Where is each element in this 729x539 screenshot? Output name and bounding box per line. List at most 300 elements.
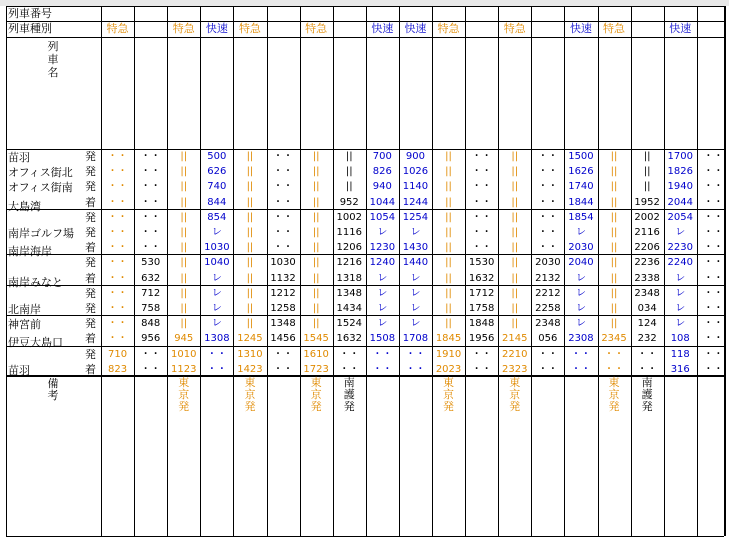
time-cell[interactable]: ・・ xyxy=(107,287,128,299)
time-cell[interactable]: ・・ xyxy=(140,227,161,238)
time-cell[interactable]: レ xyxy=(211,272,222,284)
time-cell[interactable]: 232 xyxy=(637,333,657,345)
time-cell[interactable]: 2258 xyxy=(535,303,561,314)
grid-line-col xyxy=(366,6,367,536)
time-cell[interactable]: 1244 xyxy=(402,196,429,208)
time-cell[interactable]: ・・ xyxy=(703,333,724,345)
time-cell[interactable]: レ xyxy=(410,318,421,330)
train-type-cell: 特急 xyxy=(172,22,195,35)
time-cell[interactable]: ・・ xyxy=(471,196,492,208)
train-type-cell: 特急 xyxy=(305,22,328,35)
time-cell[interactable]: 2338 xyxy=(634,272,660,284)
time-cell[interactable]: || xyxy=(246,242,254,254)
time-cell[interactable]: 2348 xyxy=(535,318,561,330)
time-cell[interactable]: 1632 xyxy=(336,333,362,345)
time-cell[interactable]: 1030 xyxy=(270,257,296,269)
time-cell[interactable]: ・・ xyxy=(537,363,558,375)
time-cell[interactable]: || xyxy=(445,211,452,223)
time-cell[interactable]: レ xyxy=(211,318,222,330)
time-cell[interactable]: 1826 xyxy=(667,166,693,178)
time-cell[interactable]: 1700 xyxy=(667,151,693,162)
time-cell[interactable]: 1500 xyxy=(568,151,594,162)
time-cell[interactable]: 1508 xyxy=(369,333,396,345)
time-cell[interactable]: || xyxy=(180,211,188,223)
time-cell[interactable]: 1708 xyxy=(402,333,429,345)
time-cell[interactable]: || xyxy=(511,166,519,178)
time-cell[interactable]: 1434 xyxy=(336,303,362,314)
time-cell[interactable]: ・・ xyxy=(471,211,492,223)
time-cell[interactable]: 1254 xyxy=(402,211,429,223)
time-cell[interactable]: ・・ xyxy=(107,227,128,238)
time-cell[interactable]: 1956 xyxy=(468,333,495,345)
grid-line-section xyxy=(6,315,724,316)
time-cell[interactable]: 1712 xyxy=(468,287,495,299)
time-cell[interactable]: ・・ xyxy=(703,287,724,299)
time-cell[interactable]: レ xyxy=(410,227,421,238)
time-cell[interactable]: ・・ xyxy=(107,257,128,269)
time-cell[interactable]: 1258 xyxy=(270,303,296,314)
time-cell[interactable]: レ xyxy=(410,272,421,284)
time-cell[interactable]: || xyxy=(511,303,519,314)
time-cell[interactable]: ・・ xyxy=(537,166,558,178)
time-cell[interactable]: || xyxy=(246,303,254,314)
time-cell[interactable]: 1423 xyxy=(237,363,263,375)
time-cell[interactable]: ・・ xyxy=(107,303,128,314)
time-cell[interactable]: ・・ xyxy=(703,272,724,284)
time-cell[interactable]: || xyxy=(445,181,452,193)
time-cell[interactable]: ・・ xyxy=(405,348,426,360)
time-cell[interactable]: ・・ xyxy=(273,211,294,223)
time-cell[interactable]: 108 xyxy=(670,333,690,345)
time-cell[interactable]: 2345 xyxy=(601,333,627,345)
time-cell[interactable]: || xyxy=(610,303,618,314)
time-cell[interactable]: レ xyxy=(575,287,586,299)
time-cell[interactable]: || xyxy=(610,257,618,269)
time-cell[interactable]: || xyxy=(345,166,353,178)
time-cell[interactable]: || xyxy=(246,151,254,162)
grid-line-col xyxy=(664,6,665,536)
time-cell[interactable]: 826 xyxy=(372,166,392,178)
time-cell[interactable]: ・・ xyxy=(372,348,393,360)
time-cell[interactable]: ・・ xyxy=(703,211,724,223)
time-cell[interactable]: ・・ xyxy=(140,181,161,193)
time-cell[interactable]: レ xyxy=(575,227,586,238)
time-cell[interactable]: || xyxy=(610,242,618,254)
time-cell[interactable]: 2212 xyxy=(535,287,561,299)
time-cell[interactable]: || xyxy=(345,151,353,162)
time-cell[interactable]: || xyxy=(312,242,320,254)
time-cell[interactable]: レ xyxy=(675,227,686,238)
time-cell[interactable]: || xyxy=(180,227,188,238)
time-cell[interactable]: レ xyxy=(575,272,586,284)
time-cell[interactable]: 2230 xyxy=(667,242,693,254)
time-cell[interactable]: 034 xyxy=(637,303,657,314)
time-cell[interactable]: 1524 xyxy=(336,318,362,330)
train-type-label: 列車種別 xyxy=(8,22,52,35)
time-cell[interactable]: 952 xyxy=(339,196,359,208)
time-cell[interactable]: ・・ xyxy=(703,151,724,162)
time-cell[interactable]: 700 xyxy=(372,151,392,162)
time-cell[interactable]: || xyxy=(445,257,452,269)
time-cell[interactable]: ・・ xyxy=(471,227,492,238)
time-cell[interactable]: 848 xyxy=(141,318,161,330)
time-cell[interactable]: ・・ xyxy=(140,196,161,208)
time-cell[interactable]: 844 xyxy=(207,196,227,208)
time-cell[interactable]: 1348 xyxy=(270,318,296,330)
time-cell[interactable]: 1758 xyxy=(468,303,495,314)
time-cell[interactable]: 2308 xyxy=(568,333,594,345)
time-cell[interactable]: || xyxy=(610,151,618,162)
time-cell[interactable]: || xyxy=(610,181,618,193)
grid-line-section xyxy=(6,346,724,347)
time-cell[interactable]: 1030 xyxy=(204,242,230,254)
time-cell[interactable]: 1054 xyxy=(369,211,396,223)
time-cell[interactable]: 1206 xyxy=(336,242,362,254)
time-cell[interactable]: ・・ xyxy=(339,363,360,375)
time-cell[interactable]: レ xyxy=(675,318,686,330)
time-cell[interactable]: || xyxy=(610,227,618,238)
time-cell[interactable]: || xyxy=(610,211,618,223)
time-cell[interactable]: ・・ xyxy=(273,242,294,254)
time-cell[interactable]: ・・ xyxy=(107,333,128,345)
time-cell[interactable]: 854 xyxy=(207,211,227,223)
time-cell[interactable]: 2348 xyxy=(634,287,660,299)
time-cell[interactable]: || xyxy=(445,196,452,208)
time-cell[interactable]: || xyxy=(643,181,651,193)
time-cell[interactable]: ・・ xyxy=(703,196,724,208)
time-cell[interactable]: || xyxy=(312,227,320,238)
time-cell[interactable]: 530 xyxy=(141,257,161,269)
time-cell[interactable]: || xyxy=(511,287,519,299)
time-cell[interactable]: || xyxy=(246,211,254,223)
time-cell[interactable]: ・・ xyxy=(703,181,724,193)
time-cell[interactable]: || xyxy=(511,181,519,193)
time-cell[interactable]: || xyxy=(511,318,519,330)
time-cell[interactable]: 2132 xyxy=(535,272,561,284)
time-cell[interactable]: || xyxy=(312,181,320,193)
time-cell[interactable]: 1002 xyxy=(336,211,362,223)
time-cell[interactable]: 2030 xyxy=(568,242,594,254)
time-cell[interactable]: || xyxy=(610,272,618,284)
time-cell[interactable]: || xyxy=(643,151,651,162)
time-cell[interactable]: || xyxy=(180,166,188,178)
time-cell[interactable]: ・・ xyxy=(107,196,128,208)
time-cell[interactable]: 1123 xyxy=(171,363,197,375)
time-cell[interactable]: レ xyxy=(410,303,421,314)
time-cell[interactable]: ・・ xyxy=(140,166,161,178)
time-cell[interactable]: || xyxy=(180,303,188,314)
time-cell[interactable]: 1230 xyxy=(369,242,396,254)
train-type-cell: 快速 xyxy=(669,22,692,35)
time-cell[interactable]: 1010 xyxy=(171,348,197,360)
time-cell[interactable]: 823 xyxy=(108,363,128,375)
time-cell[interactable]: ・・ xyxy=(537,211,558,223)
time-cell[interactable]: ・・ xyxy=(107,151,128,162)
time-cell[interactable]: レ xyxy=(211,303,222,314)
time-cell[interactable]: 1212 xyxy=(270,287,296,299)
time-cell[interactable]: 945 xyxy=(174,333,194,345)
time-cell[interactable]: || xyxy=(246,287,254,299)
time-cell[interactable]: || xyxy=(445,272,452,284)
time-cell[interactable]: 1140 xyxy=(402,181,429,193)
time-cell[interactable]: レ xyxy=(211,287,222,299)
time-cell[interactable]: 2116 xyxy=(634,227,660,238)
time-cell[interactable]: 956 xyxy=(141,333,161,345)
time-cell[interactable]: || xyxy=(180,287,188,299)
time-cell[interactable]: 1940 xyxy=(667,181,693,193)
time-cell[interactable]: 1952 xyxy=(634,196,660,208)
time-cell[interactable]: 1240 xyxy=(369,257,396,269)
time-cell[interactable]: ・・ xyxy=(471,151,492,162)
time-cell[interactable]: ・・ xyxy=(637,363,658,375)
time-cell[interactable]: レ xyxy=(675,303,686,314)
grid-line-section xyxy=(6,285,724,286)
time-cell[interactable]: || xyxy=(445,287,452,299)
time-cell[interactable]: 710 xyxy=(108,348,128,360)
time-cell[interactable]: レ xyxy=(377,287,388,299)
time-cell[interactable]: || xyxy=(180,242,188,254)
time-cell[interactable]: ・・ xyxy=(405,363,426,375)
time-cell[interactable]: ・・ xyxy=(471,181,492,193)
time-cell[interactable]: ・・ xyxy=(273,348,294,360)
time-cell[interactable]: 1844 xyxy=(568,196,594,208)
time-cell[interactable]: ・・ xyxy=(273,151,294,162)
time-cell[interactable]: 124 xyxy=(637,318,657,330)
time-cell[interactable]: || xyxy=(445,227,452,238)
time-cell[interactable]: ・・ xyxy=(703,166,724,178)
time-cell[interactable]: ・・ xyxy=(604,363,625,375)
time-cell[interactable]: 1308 xyxy=(204,333,230,345)
time-cell[interactable]: || xyxy=(312,318,320,330)
time-cell[interactable]: ・・ xyxy=(703,257,724,269)
time-cell[interactable]: || xyxy=(312,287,320,299)
time-cell[interactable]: || xyxy=(180,196,188,208)
time-cell[interactable]: ・・ xyxy=(273,196,294,208)
time-cell[interactable]: 2023 xyxy=(435,363,462,375)
time-cell[interactable]: 1044 xyxy=(369,196,396,208)
time-cell[interactable]: ・・ xyxy=(471,242,492,254)
time-cell[interactable]: 1626 xyxy=(568,166,594,178)
time-cell[interactable]: レ xyxy=(377,303,388,314)
time-cell[interactable]: ・・ xyxy=(471,166,492,178)
train-type-cell: 快速 xyxy=(569,22,592,35)
time-cell[interactable]: 2030 xyxy=(535,257,561,269)
time-cell[interactable]: 056 xyxy=(538,333,558,345)
time-cell[interactable]: レ xyxy=(377,272,388,284)
time-cell[interactable]: 740 xyxy=(207,181,227,193)
time-cell[interactable]: || xyxy=(180,181,188,193)
time-cell[interactable]: || xyxy=(445,303,452,314)
time-cell[interactable]: 632 xyxy=(141,272,161,284)
time-cell[interactable]: 1245 xyxy=(237,333,263,345)
time-cell[interactable]: 1848 xyxy=(468,318,495,330)
time-cell[interactable]: 940 xyxy=(372,181,392,193)
time-cell[interactable]: レ xyxy=(675,272,686,284)
time-cell[interactable]: || xyxy=(345,181,353,193)
time-cell[interactable]: ・・ xyxy=(140,242,161,254)
time-cell[interactable]: 316 xyxy=(670,363,690,375)
time-cell[interactable]: ・・ xyxy=(107,272,128,284)
time-cell[interactable]: || xyxy=(610,166,618,178)
time-cell[interactable]: ・・ xyxy=(206,363,227,375)
time-cell[interactable]: ・・ xyxy=(703,303,724,314)
time-cell[interactable]: || xyxy=(180,318,188,330)
time-cell[interactable]: ・・ xyxy=(107,166,128,178)
time-cell[interactable]: ・・ xyxy=(339,348,360,360)
time-cell[interactable]: || xyxy=(511,257,519,269)
time-cell[interactable]: ・・ xyxy=(537,196,558,208)
time-cell[interactable]: ・・ xyxy=(372,363,393,375)
time-cell[interactable]: 1854 xyxy=(568,211,594,223)
time-cell[interactable]: レ xyxy=(675,287,686,299)
time-cell[interactable]: || xyxy=(610,196,618,208)
time-cell[interactable]: レ xyxy=(410,287,421,299)
time-cell[interactable]: 1610 xyxy=(303,348,329,360)
time-cell[interactable]: || xyxy=(180,151,188,162)
time-cell[interactable]: || xyxy=(246,318,254,330)
time-cell[interactable]: 900 xyxy=(405,151,425,162)
time-cell[interactable]: || xyxy=(445,318,452,330)
time-cell[interactable]: ・・ xyxy=(273,166,294,178)
time-cell[interactable]: || xyxy=(246,272,254,284)
time-cell[interactable]: 2145 xyxy=(502,333,528,345)
time-cell[interactable]: 1910 xyxy=(435,348,462,360)
time-cell[interactable]: 2210 xyxy=(502,348,528,360)
time-cell[interactable]: || xyxy=(312,272,320,284)
time-cell[interactable]: ・・ xyxy=(570,348,591,360)
time-cell[interactable]: || xyxy=(511,272,519,284)
time-cell[interactable]: 1040 xyxy=(204,257,230,269)
time-cell[interactable]: ・・ xyxy=(107,318,128,330)
time-cell[interactable]: ・・ xyxy=(140,363,161,375)
time-cell[interactable]: 1530 xyxy=(468,257,495,269)
time-cell[interactable]: 2206 xyxy=(634,242,660,254)
time-cell[interactable]: 2323 xyxy=(502,363,528,375)
time-cell[interactable]: ・・ xyxy=(537,227,558,238)
time-cell[interactable]: ・・ xyxy=(471,348,492,360)
time-cell[interactable]: 2236 xyxy=(634,257,660,269)
time-cell[interactable]: 1456 xyxy=(270,333,296,345)
time-cell[interactable]: || xyxy=(445,166,452,178)
time-cell[interactable]: ・・ xyxy=(703,348,724,360)
time-cell[interactable]: 2044 xyxy=(667,196,693,208)
time-cell[interactable]: ・・ xyxy=(703,227,724,238)
time-cell[interactable]: 2240 xyxy=(667,257,693,269)
time-cell[interactable]: || xyxy=(511,151,519,162)
time-cell[interactable]: ・・ xyxy=(107,181,128,193)
time-cell[interactable]: ・・ xyxy=(107,211,128,223)
time-cell[interactable]: || xyxy=(312,303,320,314)
time-cell[interactable]: || xyxy=(511,227,519,238)
time-cell[interactable]: || xyxy=(445,151,452,162)
time-cell[interactable]: 1845 xyxy=(435,333,462,345)
time-cell[interactable]: 1310 xyxy=(237,348,263,360)
time-cell[interactable]: 1440 xyxy=(402,257,429,269)
time-cell[interactable]: || xyxy=(511,211,519,223)
time-cell[interactable]: レ xyxy=(211,227,222,238)
time-cell[interactable]: 1132 xyxy=(270,272,296,284)
time-cell[interactable]: || xyxy=(312,196,320,208)
time-cell[interactable]: ・・ xyxy=(537,242,558,254)
time-cell[interactable]: 1545 xyxy=(303,333,329,345)
time-cell[interactable]: ・・ xyxy=(637,348,658,360)
remark-char: 護 xyxy=(343,388,355,401)
time-cell[interactable]: 2002 xyxy=(634,211,660,223)
time-cell[interactable]: ・・ xyxy=(273,227,294,238)
time-cell[interactable]: レ xyxy=(575,318,586,330)
time-cell[interactable]: || xyxy=(511,196,519,208)
time-cell[interactable]: レ xyxy=(377,227,388,238)
time-cell[interactable]: 118 xyxy=(670,348,690,360)
grid-line-col xyxy=(399,6,400,536)
time-cell[interactable]: || xyxy=(180,257,188,269)
time-cell[interactable]: || xyxy=(246,196,254,208)
time-cell[interactable]: || xyxy=(610,318,618,330)
time-cell[interactable]: 758 xyxy=(141,303,161,314)
time-cell[interactable]: ・・ xyxy=(537,348,558,360)
time-cell[interactable]: 1216 xyxy=(336,257,362,269)
time-cell[interactable]: ・・ xyxy=(703,242,724,254)
time-cell[interactable]: 1348 xyxy=(336,287,362,299)
time-cell[interactable]: || xyxy=(312,151,320,162)
time-cell[interactable]: || xyxy=(610,287,618,299)
time-cell[interactable]: 1318 xyxy=(336,272,362,284)
remark-char: 発 xyxy=(343,400,355,413)
time-cell[interactable]: || xyxy=(312,211,320,223)
time-cell[interactable]: 1723 xyxy=(303,363,329,375)
time-cell[interactable]: ・・ xyxy=(703,318,724,330)
time-cell[interactable]: ・・ xyxy=(140,211,161,223)
train-name-char: 列 xyxy=(47,40,59,53)
time-cell[interactable]: || xyxy=(246,227,254,238)
grid-line-section xyxy=(6,209,724,210)
time-cell[interactable]: 500 xyxy=(207,151,227,162)
time-cell[interactable]: || xyxy=(312,257,320,269)
time-cell[interactable]: 1740 xyxy=(568,181,594,193)
time-cell[interactable]: 1430 xyxy=(402,242,429,254)
time-cell[interactable]: ・・ xyxy=(140,348,161,360)
time-cell[interactable]: レ xyxy=(377,318,388,330)
time-cell[interactable]: || xyxy=(246,257,254,269)
time-cell[interactable]: 2054 xyxy=(667,211,693,223)
time-cell[interactable]: 2040 xyxy=(568,257,594,269)
time-cell[interactable]: ・・ xyxy=(703,363,724,375)
time-cell[interactable]: ・・ xyxy=(206,348,227,360)
time-cell[interactable]: || xyxy=(246,181,254,193)
time-cell[interactable]: ・・ xyxy=(273,181,294,193)
time-cell[interactable]: 1116 xyxy=(336,227,362,238)
time-cell[interactable]: レ xyxy=(575,303,586,314)
time-cell[interactable]: || xyxy=(312,166,320,178)
time-cell[interactable]: ・・ xyxy=(471,363,492,375)
time-cell[interactable]: 626 xyxy=(207,166,227,178)
time-cell[interactable]: 1026 xyxy=(402,166,429,178)
time-cell[interactable]: 1632 xyxy=(468,272,495,284)
time-cell[interactable]: || xyxy=(445,242,452,254)
time-cell[interactable]: ・・ xyxy=(537,151,558,162)
time-cell[interactable]: ・・ xyxy=(604,348,625,360)
time-cell[interactable]: || xyxy=(180,272,188,284)
time-cell[interactable]: ・・ xyxy=(537,181,558,193)
time-cell[interactable]: 712 xyxy=(141,287,161,299)
time-cell[interactable]: || xyxy=(643,166,651,178)
time-cell[interactable]: ・・ xyxy=(570,363,591,375)
time-cell[interactable]: ・・ xyxy=(140,151,161,162)
time-cell[interactable]: || xyxy=(511,242,519,254)
time-cell[interactable]: ・・ xyxy=(107,242,128,254)
time-cell[interactable]: || xyxy=(246,166,254,178)
time-cell[interactable]: ・・ xyxy=(273,363,294,375)
